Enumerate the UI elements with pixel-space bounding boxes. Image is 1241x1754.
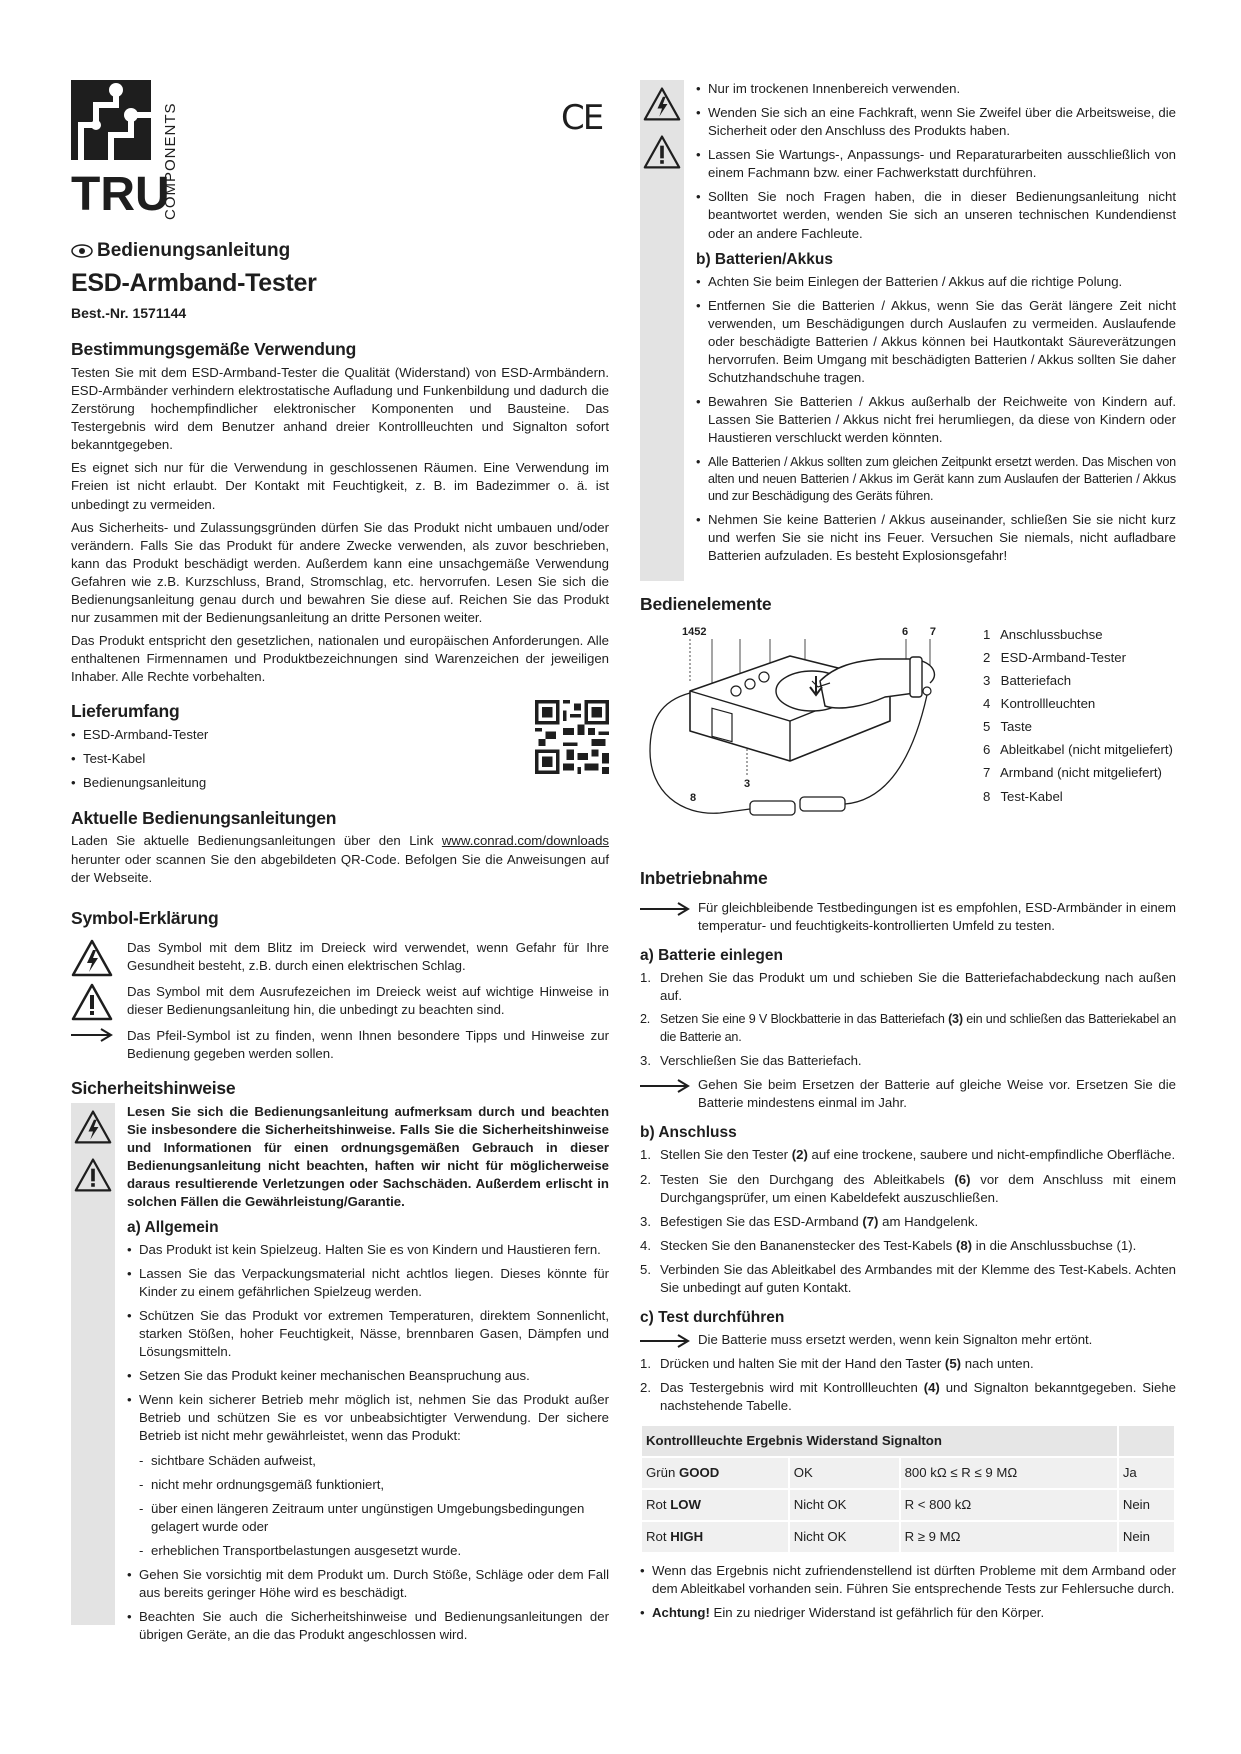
part-item: 4 Kontrollleuchten (983, 696, 1096, 712)
parts-list (983, 626, 1173, 811)
battery-item: • Alle Batterien / Akkus sollten zum gleichen Zeitpunkt ersetzt werden. Das Mischen von alten und neuen Batterien / Akkus im Gerät kann zum Auslaufen der Batterien / Akkus und zur Beschädigung des Geräts führen. (696, 454, 1176, 506)
current-manuals-heading: Aktuelle Bedienungsanleitungen (71, 807, 337, 828)
step-item: 1. Drücken und halten Sie mit der Hand den Taster (5) nach unten. (640, 1356, 1034, 1372)
symbol-text: Das Pfeil-Symbol ist zu finden, wenn Ihnen besondere Tipps und Hinweise zur Bedienung gegeben werden sollen. (127, 1027, 609, 1061)
safety-item: • Das Produkt ist kein Spielzeug. Halten Sie es von Kindern und Haustieren fern. (127, 1241, 609, 1259)
manual-label (71, 238, 609, 264)
part-item: 7 Armband (nicht mitgeliefert) (983, 765, 1162, 781)
tester-diagram (640, 621, 940, 851)
step-item: 5. Verbinden Sie das Ableitkabel des Armbandes mit der Klemme des Test-Kabels. Achten Sie unbedingt auf guten Kontakt. (640, 1261, 1176, 1295)
safety-gray-bar (71, 1103, 115, 1625)
battery-insert-heading: a) Batterie einlegen (640, 947, 783, 965)
battery-item: • Nehmen Sie keine Batterien / Akkus auseinander, schließen Sie sie nicht kurz und werfen Sie sie nicht ins Feuer. Versuchen Sie niemals, nicht aufladbare Batterien aufzuladen. Es besteht Explosionsgefahr! (696, 511, 1176, 565)
safety-subitem: - sichtbare Schäden aufweist, (139, 1452, 609, 1470)
step-item: 3. Verschließen Sie das Batteriefach. (640, 1052, 862, 1068)
intended-use-paragraph: Testen Sie mit dem ESD-Armband-Tester die Qualität (Widerstand) von ESD-Armbändern. ESD-Armbänder verhindern elektrostatische Aufladung und Funkenbildung und dadurch die Zerstörung hochempfindlicher elektronischer Komponenten und Bausteine. Das Testergebnis wird dem Benutzer anhand dreier Kontrollleuchten und Signalton sofort bekanntgegeben. (71, 364, 609, 453)
diagram-label: 6 (902, 625, 909, 638)
order-number: Best.-Nr. 1571144 (71, 305, 187, 322)
current-manuals-section (71, 807, 609, 887)
step-item: 3. Befestigen Sie das ESD-Armband (7) am Handgelenk. (640, 1213, 979, 1229)
arrow-right-icon (640, 1331, 690, 1349)
download-link[interactable]: www.conrad.com/downloads (441, 833, 609, 849)
safety-intro: Lesen Sie sich die Bedienungsanleitung aufmerksam durch und beachten Sie insbesondere die Sicherheitshinweise. Falls Sie die Sicherheitshinweise und Informationen für einen ordnungsgemäßen Gebrauch in dieser Bedienungsanleitung nicht beachten, haften wir nicht für möglicherweise daraus resultierende Verletzungen oder Sachschäden. Außerdem erlischt in solchen Fällen die Gewährleistung/Garantie. (127, 1103, 609, 1209)
exclamation-warning-icon (71, 983, 113, 1021)
batteries-heading: b) Batterien/Akkus (696, 250, 833, 268)
battery-item: • Achten Sie beim Einlegen der Batterien / Akkus auf die richtige Polung. (696, 273, 1176, 291)
result-table (640, 1424, 1176, 1554)
intended-use-paragraph: Aus Sicherheits- und Zulassungsgründen dürfen Sie das Produkt nicht umbauen und/oder verändern. Falls Sie das Produkt für andere Zwecke verwenden, als zuvor beschrieben, kann das Produkt beschädigt werden. Außerdem kann eine unsachgemäße Verwendung Gefahren wie z.B. Kurzschluss, Brand, Stromschlag, etc. hervorrufen. Lesen Sie sich die Bedienungsanleitung genau durch und bewahren Sie diese auf. Reichen Sie das Produkt nur zusammen mit der Bedienungsanleitung an dritte Personen weiter. (71, 519, 609, 625)
part-item: 1 Anschlussbuchse (983, 626, 1103, 642)
final-note: • Wenn das Ergebnis nicht zufriendenstellend ist dürften Probleme mit dem Armband oder dem Ableitkabel vorhanden sein. Führen Sie entsprechende Tests zur Fehlersuche durch. (640, 1562, 1176, 1598)
right-column (640, 80, 1176, 1636)
symbol-row-exclamation (71, 983, 609, 1021)
part-item: 8 Test-Kabel (983, 788, 1063, 804)
table-row: Rot HIGH Nicht OK R ≥ 9 MΩ Nein (642, 1522, 1174, 1552)
lightning-warning-icon (74, 1109, 112, 1145)
safety-subitem: - über einen längeren Zeitraum unter ungünstigen Umgebungsbedingungen gelagert wurde oder (139, 1500, 609, 1536)
table-row: Grün GOOD OK 800 kΩ ≤ R ≤ 9 MΩ Ja (642, 1458, 1174, 1488)
lightning-warning-icon (643, 86, 681, 122)
safety-gray-bar (640, 80, 684, 581)
symbol-text: Das Symbol mit dem Ausrufezeichen im Dreieck weist auf wichtige Hinweise in dieser Bedienungsanleitung hin, die unbedingt zu beachten sind. (127, 983, 609, 1017)
symbols-heading: Symbol-Erklärung (71, 907, 219, 928)
controls-section (640, 593, 1176, 851)
diagram-label: 3 (744, 777, 751, 790)
safety-item: • Gehen Sie vorsichtig mit dem Produkt um. Durch Stöße, Schläge oder dem Fall aus bereits geringer Höhe wird es beschädigt. (127, 1566, 609, 1602)
table-row: Rot LOW Nicht OK R < 800 kΩ Nein (642, 1490, 1174, 1520)
title-block (71, 238, 609, 323)
step-item: 1. Stellen Sie den Tester (2) auf eine trockene, saubere und nicht-empfindliche Oberfläche. (640, 1147, 1176, 1163)
safety-section (71, 1077, 609, 1650)
scope-item: • Test-Kabel (71, 750, 609, 768)
safety-item: • Beachten Sie auch die Sicherheitshinweise und Bedienungsanleitungen der übrigen Geräte, an die das Produkt angeschlossen wird. (127, 1608, 609, 1644)
connection-heading: b) Anschluss (640, 1124, 737, 1142)
tip-row (640, 899, 1176, 935)
step-item: 4. Stecken Sie den Bananenstecker des Test-Kabels (8) in die Anschlussbuchse (1). (640, 1237, 1137, 1253)
battery-item: • Entfernen Sie die Batterien / Akkus, wenn Sie das Gerät längere Zeit nicht verwenden, um Beschädigungen durch Auslaufen zu vermeiden. Auslaufende oder beschädigte Batterien / Akkus können bei Hautkontakt Säureverätzungen hervorrufen. Beim Umgang mit beschädigten Batterien / Akkus sollten Sie daher Schutzhandschuhe tragen. (696, 297, 1176, 387)
intended-use-paragraph: Es eignet sich nur für die Verwendung in geschlossenen Räumen. Eine Verwendung im Freien ist nicht erlaubt. Der Kontakt mit Feuchtigkeit, z. B. im Badezimmer o. ä. ist unbedingt zu vermeiden. (71, 460, 609, 512)
safety-item: • Nur im trockenen Innenbereich verwenden. (696, 80, 1176, 98)
ce-mark: CE (561, 98, 603, 138)
current-manuals-text: Laden Sie aktuelle Bedienungsanleitungen über den Link www.conrad.com/downloads herunter oder scannen Sie den abgebildeten QR-Code. Befolgen Sie die Anweisungen auf der Webseite. (71, 833, 609, 885)
logo-sub-text: COMPONENTS (162, 102, 179, 220)
result-table-header: Kontrollleuchte Ergebnis Widerstand Signalton (642, 1426, 1117, 1456)
intended-use-heading: Bestimmungsgemäße Verwendung (71, 339, 357, 359)
step-item: 2. Setzen Sie eine 9 V Blockbatterie in das Batteriefach (3) ein und schließen das Batteriekabel an die Batterie an. (640, 1012, 1177, 1044)
scope-section (71, 700, 609, 792)
tip-row (640, 1331, 1176, 1349)
final-warning: • Achtung! Ein zu niedriger Widerstand ist gefährlich für den Körper. (640, 1604, 1176, 1622)
part-item: 2 ESD-Armband-Tester (983, 650, 1126, 666)
safety-item: • Setzen Sie das Produkt keiner mechanischen Beanspruchung aus. (127, 1367, 609, 1385)
symbols-section (71, 907, 609, 1063)
safety-subitem: - nicht mehr ordnungsgemäß funktioniert, (139, 1476, 609, 1494)
safety-item: • Schützen Sie das Produkt vor extremen Temperaturen, direktem Sonnenlicht, starken Stößen, hoher Feuchtigkeit, Nässe, brennbaren Gasen, Dämpfen und Lösungsmitteln. (127, 1307, 609, 1361)
safety-item: • Sollten Sie noch Fragen haben, die in dieser Bedienungsanleitung nicht beantwortet werden, wenden Sie sich an unseren technischen Kundendienst oder an andere Fachleute. (696, 188, 1176, 242)
symbol-row-lightning (71, 939, 609, 977)
tip-text: Gehen Sie beim Ersetzen der Batterie auf gleiche Weise vor. Ersetzen Sie die Batterie mindestens einmal im Jahr. (698, 1077, 1176, 1111)
manual-label-text: Bedienungsanleitung (97, 240, 291, 261)
commissioning-section (640, 867, 1176, 1622)
part-item: 3 Batteriefach (983, 673, 1072, 689)
scope-item: • Bedienungsanleitung (71, 774, 609, 792)
battery-item: • Bewahren Sie Batterien / Akkus außerhalb der Reichweite von Kindern auf. Lassen Sie Batterien / Akkus nicht frei herumliegen, da diese von Kindern oder Haustieren verschluckt werden könnten. (696, 393, 1176, 447)
commissioning-heading: Inbetriebnahme (640, 867, 768, 888)
symbol-row-arrow (71, 1027, 609, 1063)
safety-heading: Sicherheitshinweise (71, 1077, 236, 1098)
qr-code[interactable] (535, 700, 609, 774)
test-heading: c) Test durchführen (640, 1309, 785, 1326)
left-flow (71, 338, 609, 1664)
tru-components-logo (71, 80, 181, 220)
tip-text: Für gleichbleibende Testbedingungen ist es empfohlen, ESD-Armbänder in einem temperatur- und feuchtigkeits-kontrollierten Umfeld zu testen. (698, 899, 1176, 934)
scope-item: • ESD-Armband-Tester (71, 726, 609, 744)
general-heading: a) Allgemein (127, 1218, 219, 1236)
lightning-warning-icon (71, 939, 113, 977)
symbol-text: Das Symbol mit dem Blitz im Dreieck wird verwendet, wenn Gefahr für Ihre Gesundheit besteht, z.B. durch einen elektrischen Schlag. (127, 939, 609, 973)
safety-item: • Lassen Sie das Verpackungsmaterial nicht achtlos liegen. Dieses könnte für Kinder zu einem gefährlichen Spielzeug werden. (127, 1265, 609, 1301)
step-item: 2. Das Testergebnis wird mit Kontrollleuchten (4) und Signalton bekanntgegeben. Siehe nachstehende Tabelle. (640, 1380, 1176, 1414)
arrow-right-icon (640, 1076, 690, 1094)
logo-brand-text: TRU (71, 168, 170, 220)
product-title: ESD-Armband-Tester (71, 269, 317, 298)
scope-heading: Lieferumfang (71, 701, 180, 722)
arrow-right-icon (71, 1027, 113, 1043)
part-item: 5 Taste (983, 719, 1032, 735)
safety-subitem: - erheblichen Transportbelastungen ausgesetzt wurde. (139, 1542, 609, 1560)
intended-use-paragraph: Das Produkt entspricht den gesetzlichen, nationalen und europäischen Anforderungen. Alle enthaltenen Firmennamen und Produktbezeichnungen sind Warenzeichen der jeweiligen Inhaber. Alle Rechte vorbehalten. (71, 633, 609, 685)
step-item: 2. Testen Sie den Durchgang des Ableitkabels (6) vor dem Anschluss mit einem Durchgangsprüfer, um einen Kabeldefekt auszuschließen. (640, 1171, 1176, 1205)
eye-icon (71, 244, 93, 258)
diagram-label: 1452 (682, 625, 707, 638)
tip-text: Die Batterie muss ersetzt werden, wenn kein Signalton mehr ertönt. (698, 1332, 1093, 1348)
safety-item: • Lassen Sie Wartungs-, Anpassungs- und Reparaturarbeiten ausschließlich von einem Fachmann bzw. einer Fachwerkstatt durchführen. (696, 146, 1176, 182)
exclamation-warning-icon (74, 1157, 112, 1193)
tip-row (640, 1076, 1176, 1112)
step-item: 1. Drehen Sie das Produkt um und schieben Sie die Batteriefachabdeckung nach außen auf. (640, 970, 1176, 1004)
arrow-right-icon (640, 899, 690, 917)
part-item: 6 Ableitkabel (nicht mitgeliefert) (983, 742, 1173, 758)
safety-item: • Wenden Sie sich an eine Fachkraft, wenn Sie Zweifel über die Arbeitsweise, die Sicherheit oder den Anschluss des Produkts haben. (696, 104, 1176, 140)
controls-heading: Bedienelemente (640, 594, 772, 614)
exclamation-warning-icon (643, 134, 681, 170)
diagram-label: 8 (690, 791, 697, 804)
diagram-label: 7 (929, 625, 936, 638)
safety-item: • Wenn kein sicherer Betrieb mehr möglich ist, nehmen Sie das Produkt außer Betrieb und schützen Sie es vor unbeabsichtigter Verwendung. Der sichere Betrieb ist nicht mehr gewährleistet, wenn das Produkt: (127, 1391, 609, 1445)
intended-use-section (71, 338, 609, 686)
